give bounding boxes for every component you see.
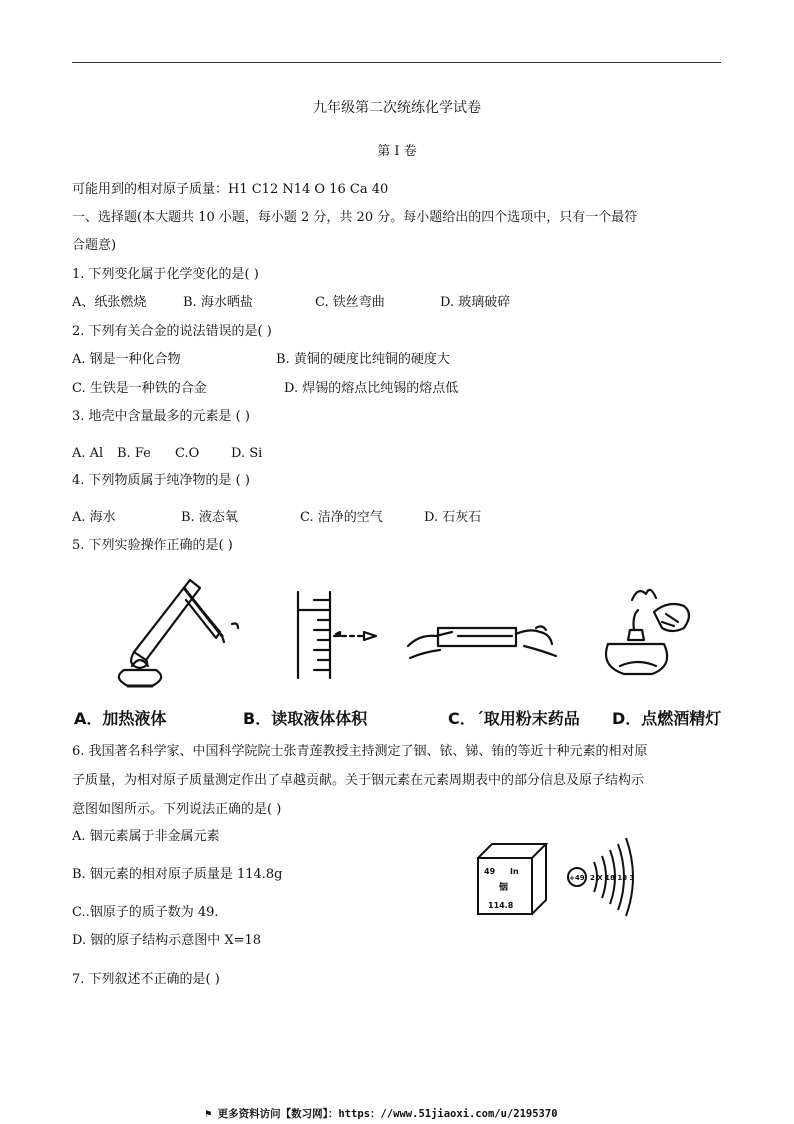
heating-liquid-illustration bbox=[119, 580, 238, 686]
q5-option-a-caption: A．加热液体 bbox=[74, 709, 167, 728]
question-2-option-a: A. 钢是一种化合物 bbox=[72, 352, 181, 367]
question-7-stem: 7. 下列叙述不正确的是( ) bbox=[72, 972, 220, 987]
flag-icon: ⚑ bbox=[205, 1108, 218, 1120]
question-4-stem: 4. 下列物质属于纯净物的是 ( ) bbox=[72, 473, 250, 488]
lab-operations-figure bbox=[72, 570, 732, 700]
question-2-stem: 2. 下列有关合金的说法错误的是( ) bbox=[72, 324, 272, 339]
question-3-option-a: A. Al bbox=[72, 446, 104, 461]
question-3-stem: 3. 地壳中含量最多的元素是 ( ) bbox=[72, 409, 250, 424]
question-1-option-d: D. 玻璃破碎 bbox=[440, 295, 511, 310]
question-6-option-c: C..铟原子的质子数为 49. bbox=[72, 905, 219, 920]
tile-atomic-number: 49 bbox=[484, 867, 496, 876]
question-4-option-d: D. 石灰石 bbox=[424, 510, 482, 525]
question-4-option-c: C. 洁净的空气 bbox=[300, 510, 383, 525]
electron-shells: 2 X 18 18 3 bbox=[590, 874, 635, 882]
nucleus-charge: +49 bbox=[569, 874, 585, 882]
question-6-stem-line1: 6. 我国著名科学家、中国科学院院士张青莲教授主持测定了铟、铱、锑、铕的等近十种元素的相对原 bbox=[72, 744, 648, 759]
tile-name: 铟 bbox=[499, 883, 509, 893]
question-3-option-c: C.O bbox=[175, 446, 200, 461]
question-1-option-b: B. 海水晒盐 bbox=[183, 295, 253, 310]
powder-sampling-illustration bbox=[408, 626, 556, 658]
question-1-option-a: A、纸张燃烧 bbox=[72, 295, 147, 310]
question-6-option-a: A. 铟元素属于非金属元素 bbox=[72, 829, 220, 844]
tile-symbol: In bbox=[510, 867, 519, 876]
reading-volume-illustration bbox=[298, 592, 376, 678]
q5-option-c-caption: C．´取用粉末药品 bbox=[448, 709, 580, 728]
footer-text: 更多资料访问【数习网】：https：//www.51jiaoxi.com/u/2195370 bbox=[217, 1108, 558, 1120]
question-6-stem-line2: 子质量，为相对原子质量测定作出了卓越贡献。关于铟元素在元素周期表中的部分信息及原子结构示 bbox=[72, 773, 645, 788]
footer-link[interactable] bbox=[205, 1106, 558, 1121]
q5-option-b-caption: B．读取液体体积 bbox=[243, 709, 368, 728]
question-6-option-b: B. 铟元素的相对原子质量是 114.8g bbox=[72, 867, 283, 882]
question-4-option-a: A. 海水 bbox=[72, 510, 116, 525]
header-rule bbox=[72, 62, 721, 63]
indium-figure bbox=[472, 832, 638, 922]
question-3-option-d: D. Si bbox=[231, 446, 263, 461]
tile-mass: 114.8 bbox=[488, 901, 514, 910]
question-2-option-d: D. 焊锡的熔点比纯锡的熔点低 bbox=[284, 381, 459, 396]
question-1-option-c: C. 铁丝弯曲 bbox=[315, 295, 385, 310]
atomic-masses: 可能用到的相对原子质量：H1 C12 N14 O 16 Ca 40 bbox=[72, 182, 389, 197]
question-2-option-b: B. 黄铜的硬度比纯铜的硬度大 bbox=[276, 352, 450, 367]
question-5-stem: 5. 下列实验操作正确的是( ) bbox=[72, 538, 233, 553]
section-instruction-line1: 一、选择题(本大题共 10 小题，每小题 2 分，共 20 分。每小题给出的四个选项中，只有一个最符 bbox=[72, 210, 638, 225]
question-3-option-b: B. Fe bbox=[117, 446, 151, 461]
exam-title: 九年级第二次统练化学试卷 bbox=[313, 100, 481, 116]
question-4-option-b: B. 液态氧 bbox=[181, 510, 238, 525]
volume-label: 第 I 卷 bbox=[377, 144, 417, 159]
alcohol-lamp-illustration bbox=[606, 590, 689, 674]
section-instruction-line2: 合题意) bbox=[72, 238, 117, 253]
q5-option-d-caption: D．点燃酒精灯 bbox=[612, 709, 722, 728]
question-6-stem-line3: 意图如图所示。下列说法正确的是( ) bbox=[72, 802, 282, 817]
question-6-option-d: D. 铟的原子结构示意图中 X=18 bbox=[72, 933, 262, 948]
question-1-stem: 1. 下列变化属于化学变化的是( ) bbox=[72, 267, 259, 282]
question-2-option-c: C. 生铁是一种铁的合金 bbox=[72, 381, 207, 396]
